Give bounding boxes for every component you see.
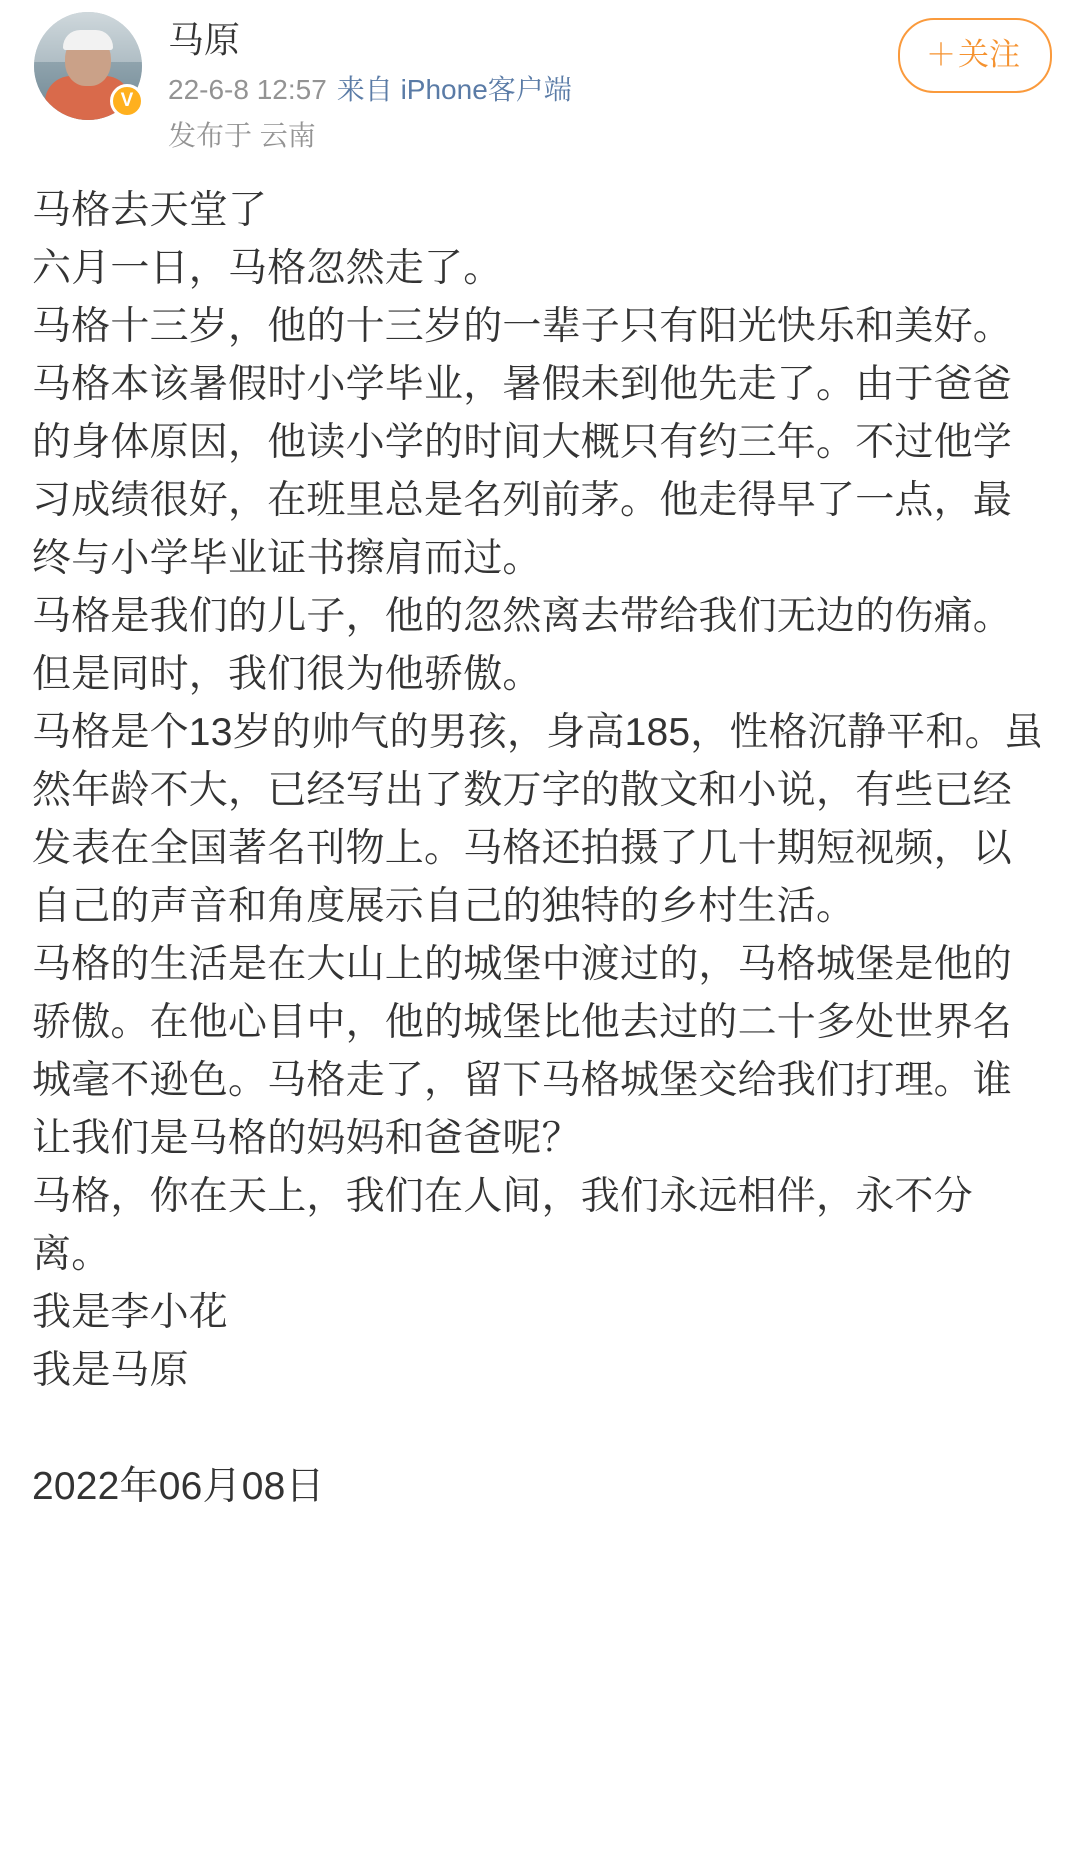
follow-button[interactable] bbox=[898, 18, 1052, 93]
post-date-line: 2022年06月08日 bbox=[32, 1465, 325, 1508]
post-paragraph: 马格，你在天上，我们在人间，我们永远相伴，永不分离。 bbox=[32, 1175, 973, 1276]
avatar-person-hat bbox=[63, 30, 113, 50]
post-timestamp: 22-6-8 12:57 bbox=[168, 74, 327, 105]
post-paragraph: 六月一日，马格忽然走了。 bbox=[32, 247, 503, 290]
post-paragraph: 马格去天堂了 bbox=[32, 189, 268, 232]
post-paragraph: 马格是我们的儿子，他的忽然离去带给我们无边的伤痛。但是同时，我们很为他骄傲。 bbox=[32, 595, 1013, 696]
follow-button-label: 关注 bbox=[958, 37, 1020, 72]
verified-badge-icon: V bbox=[110, 84, 144, 118]
post-content bbox=[0, 156, 1080, 1516]
post-paragraph: 马格的生活是在大山上的城堡中渡过的，马格城堡是他的骄傲。在他心目中，他的城堡比他去过的二十多处世界名城毫不逊色。马格走了，留下马格城堡交给我们打理。谁让我们是马格的妈妈和爸爸呢？ bbox=[32, 943, 1013, 1160]
post-source[interactable]: 来自 iPhone客户端 bbox=[336, 74, 572, 105]
author-nickname[interactable]: 马原 bbox=[168, 19, 241, 60]
plus-icon: ＋ bbox=[926, 39, 956, 72]
post-paragraph: 马格十三岁，他的十三岁的一辈子只有阳光快乐和美好。 bbox=[32, 305, 1013, 348]
post-paragraph: 马格本该暑假时小学毕业，暑假未到他先走了。由于爸爸的身体原因，他读小学的时间大概只有约三年。不过他学习成绩很好，在班里总是名列前茅。他走得早了一点，最终与小学毕业证书擦肩而过。 bbox=[32, 363, 1013, 580]
post-paragraph: 马格是个13岁的帅气的男孩，身高185，性格沉静平和。虽然年龄不大，已经写出了数万字的散文和小说，有些已经发表在全国著名刊物上。马格还拍摄了几十期短视频，以自己的声音和角度展示自己的独特的乡村生活。 bbox=[32, 711, 1044, 928]
post-header bbox=[0, 0, 1080, 156]
avatar[interactable] bbox=[34, 12, 142, 120]
post-paragraph: 我是李小花 bbox=[32, 1291, 229, 1334]
post-region: 发布于 云南 bbox=[168, 120, 316, 151]
post-paragraph: 我是马原 bbox=[32, 1349, 189, 1392]
